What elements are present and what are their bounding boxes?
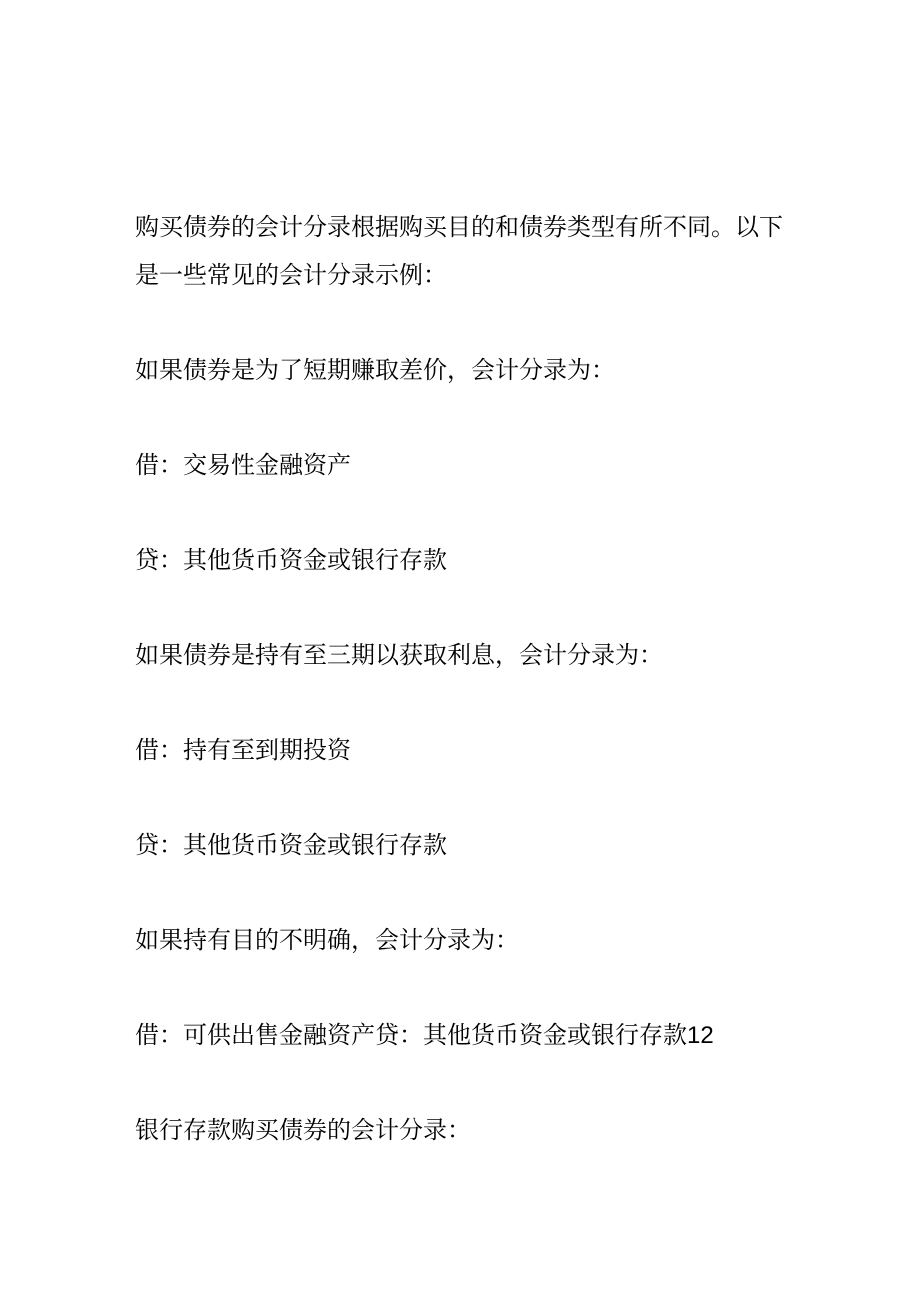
credit-entry-other-funds-1: 贷：其他货币资金或银行存款 — [135, 547, 447, 574]
debit-entry-htm-investment: 借：持有至到期投资 — [135, 737, 351, 764]
debit-entry-afs-assets: 借：可供出售金融资产贷：其他货币资金或银行存款12 — [135, 1022, 714, 1049]
debit-entry-trading-assets: 借：交易性金融资产 — [135, 452, 351, 479]
bank-deposit-entry-heading: 银行存款购买债券的会计分录： — [135, 1117, 471, 1144]
condition-unclear-purpose-paragraph: 如果持有目的不明确，会计分录为： — [135, 927, 519, 954]
condition-short-term-paragraph: 如果债券是为了短期赚取差价，会计分录为： — [135, 357, 615, 384]
credit-entry-other-funds-2: 贷：其他货币资金或银行存款 — [135, 832, 447, 859]
document-content — [135, 204, 795, 1202]
intro-paragraph: 购买债券的会计分录根据购买目的和债券类型有所不同。以下是一些常见的会计分录示例： — [135, 214, 783, 289]
condition-held-to-maturity-paragraph: 如果债券是持有至三期以获取利息，会计分录为： — [135, 642, 663, 669]
